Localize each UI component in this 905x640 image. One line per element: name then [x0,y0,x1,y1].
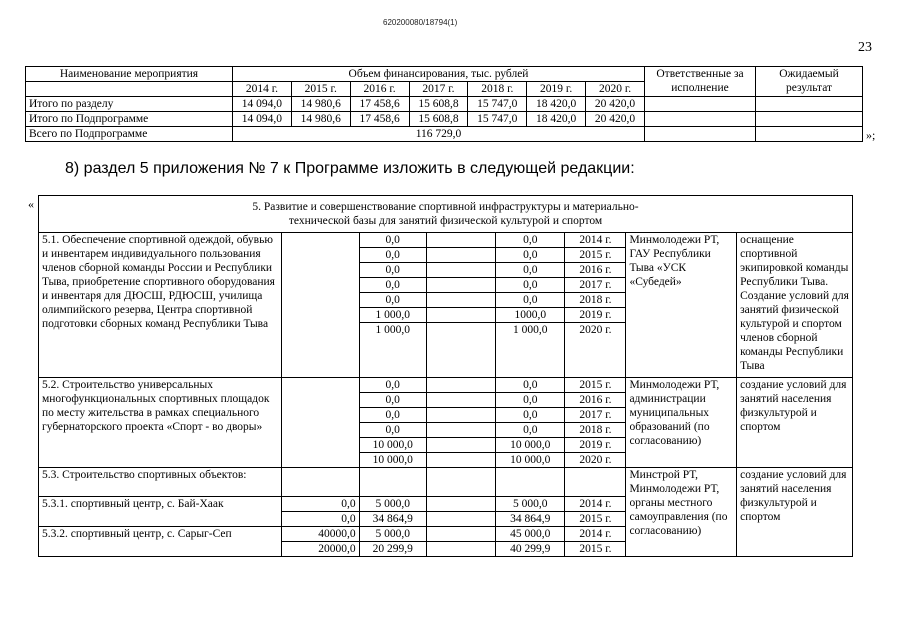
cell-value: 18 420,0 [527,112,586,127]
closing-quote: »; [866,128,876,142]
item-name: 5.2. Строительство универсальных многофункциональных спортивных площадок по месту жительства в рамках специального губернаторского проекта «Спорт - во дворы» [39,378,282,468]
cell-value: 0,0 [359,423,426,438]
cell-value: 10 000,0 [496,438,565,453]
cell-value: 5 000,0 [359,527,426,542]
responsible-cell: Минстрой РТ, Минмолодежи РТ, органы местного самоуправления (по согласованию) [626,468,737,557]
table-row [26,127,863,142]
empty-cell [426,497,495,512]
year-cell: 2020 г. [565,323,626,378]
empty-cell [359,468,426,497]
year-cell: 2019 г. [565,438,626,453]
cell-value: 40000,0 [282,527,360,542]
year-cell: 2017 г. [565,408,626,423]
cell-value: 5 000,0 [359,497,426,512]
empty-cell [426,263,495,278]
cell-value: 34 864,9 [359,512,426,527]
year-header: 2017 г. [409,82,468,97]
empty-cell [426,512,495,527]
responsible-cell: Минмолодежи РТ, администрации муниципальных образований (по согласованию) [626,378,737,468]
cell-value: 20000,0 [282,542,360,557]
cell-value: 1 000,0 [359,308,426,323]
empty-cell [426,378,495,393]
empty-cell [426,438,495,453]
cell-value: 0,0 [359,248,426,263]
total-value: 116 729,0 [233,127,645,142]
year-header: 2015 г. [291,82,350,97]
year-cell: 2014 г. [565,233,626,248]
name-header-blank [26,82,233,97]
document-id: 620200080/18794(1) [383,18,458,27]
section-table [38,195,853,557]
empty-cell [426,423,495,438]
year-header: 2018 г. [468,82,527,97]
row-label: Итого по Подпрограмме [26,112,233,127]
row-label: Итого по разделу [26,97,233,112]
row-label: Всего по Подпрограмме [26,127,233,142]
cell-value: 1 000,0 [496,323,565,378]
cell-value: 0,0 [359,393,426,408]
cell-value: 0,0 [359,278,426,293]
cell-value: 0,0 [359,408,426,423]
section-title-line: технической базы для занятий физической культурой и спортом [288,215,603,227]
cell-value: 10 000,0 [359,438,426,453]
empty-cell [565,468,626,497]
item-name: 5.1. Обеспечение спортивной одеждой, обувью и инвентарем индивидуального пользования членов сборной команды России и Республики Тыва, приобретение спортивного оборудования и инвентаря для ДЮСШ, РДЮСШ, училища олимпийского резерва, Центра спортивной подготовки сборных команд Республики Тыва [39,233,282,378]
empty-cell [282,468,360,497]
cell-value: 34 864,9 [496,512,565,527]
empty-cell [426,393,495,408]
empty-cell [756,112,863,127]
cell-value: 20 420,0 [586,112,645,127]
cell-value: 0,0 [282,497,360,512]
cell-value: 15 608,8 [409,97,468,112]
year-cell: 2019 г. [565,308,626,323]
empty-cell [282,378,360,468]
cell-value: 40 299,9 [496,542,565,557]
empty-cell [645,127,756,142]
table-row [26,112,863,127]
cell-value: 0,0 [359,378,426,393]
empty-cell [426,233,495,248]
cell-value: 0,0 [496,423,565,438]
year-cell: 2015 г. [565,512,626,527]
table-row [26,97,863,112]
table-row [39,378,853,393]
year-cell: 2015 г. [565,542,626,557]
result-header: Ожидаемый результат [756,67,863,97]
year-header: 2014 г. [233,82,292,97]
year-cell: 2016 г. [565,263,626,278]
cell-value: 15 747,0 [468,112,527,127]
table-row [39,468,853,497]
empty-cell [426,278,495,293]
empty-cell [645,97,756,112]
year-cell: 2016 г. [565,393,626,408]
year-header: 2020 г. [586,82,645,97]
cell-value: 1 000,0 [359,323,426,378]
summary-table [25,66,863,142]
year-header: 2019 г. [527,82,586,97]
subitem-name: 5.3.2. спортивный центр, с. Сарыг-Сеп [39,527,282,557]
result-cell: создание условий для занятий населения физкультурой и спортом [737,468,853,557]
empty-cell [426,408,495,423]
year-cell: 2017 г. [565,278,626,293]
cell-value: 5 000,0 [496,497,565,512]
year-header: 2016 г. [350,82,409,97]
section-title [39,196,853,233]
year-cell: 2020 г. [565,453,626,468]
cell-value: 14 094,0 [233,112,292,127]
subitem-name: 5.3.1. спортивный центр, с. Бай-Хаак [39,497,282,527]
cell-value: 15 608,8 [409,112,468,127]
cell-value: 15 747,0 [468,97,527,112]
year-cell: 2014 г. [565,497,626,512]
year-cell: 2015 г. [565,248,626,263]
instruction-heading: 8) раздел 5 приложения № 7 к Программе изложить в следующей редакции: [65,160,635,177]
cell-value: 0,0 [496,408,565,423]
cell-value: 0,0 [282,512,360,527]
cell-value: 20 420,0 [586,97,645,112]
year-cell: 2015 г. [565,378,626,393]
funding-header: Объем финансирования, тыс. рублей [233,67,645,82]
empty-cell [426,542,495,557]
result-cell: создание условий для занятий населения физкультурой и спортом [737,378,853,468]
cell-value: 17 458,6 [350,112,409,127]
cell-value: 0,0 [496,248,565,263]
opening-quote: « [28,197,34,211]
page-number: 23 [858,40,872,55]
cell-value: 10 000,0 [359,453,426,468]
cell-value: 10 000,0 [496,453,565,468]
cell-value: 1000,0 [496,308,565,323]
cell-value: 14 980,6 [291,112,350,127]
cell-value: 0,0 [359,233,426,248]
section-title-line: 5. Развитие и совершенствование спортивной инфраструктуры и материально- [252,201,639,213]
cell-value: 14 094,0 [233,97,292,112]
year-cell: 2018 г. [565,423,626,438]
empty-cell [282,233,360,378]
cell-value: 0,0 [496,278,565,293]
empty-cell [426,468,495,497]
empty-cell [426,323,495,378]
table-row [39,233,853,248]
cell-value: 18 420,0 [527,97,586,112]
cell-value: 0,0 [496,378,565,393]
empty-cell [756,97,863,112]
cell-value: 0,0 [496,393,565,408]
empty-cell [645,112,756,127]
cell-value: 17 458,6 [350,97,409,112]
empty-cell [426,453,495,468]
cell-value: 20 299,9 [359,542,426,557]
cell-value: 0,0 [496,263,565,278]
item-name: 5.3. Строительство спортивных объектов: [39,468,282,497]
name-header: Наименование мероприятия [26,67,233,82]
result-cell: оснащение спортивной экипировкой команды Республики Тыва. Создание условий для занятий физической культурой и спортом членов сборной команды Республики Тыва [737,233,853,378]
empty-cell [496,468,565,497]
year-cell: 2018 г. [565,293,626,308]
empty-cell [426,308,495,323]
empty-cell [426,527,495,542]
cell-value: 0,0 [496,233,565,248]
empty-cell [426,293,495,308]
empty-cell [426,248,495,263]
cell-value: 14 980,6 [291,97,350,112]
empty-cell [756,127,863,142]
year-cell: 2014 г. [565,527,626,542]
responsible-header: Ответственные за исполнение [645,67,756,97]
cell-value: 45 000,0 [496,527,565,542]
responsible-cell: Минмолодежи РТ, ГАУ Республики Тыва «УСК «Субедей» [626,233,737,378]
cell-value: 0,0 [359,293,426,308]
cell-value: 0,0 [359,263,426,278]
cell-value: 0,0 [496,293,565,308]
